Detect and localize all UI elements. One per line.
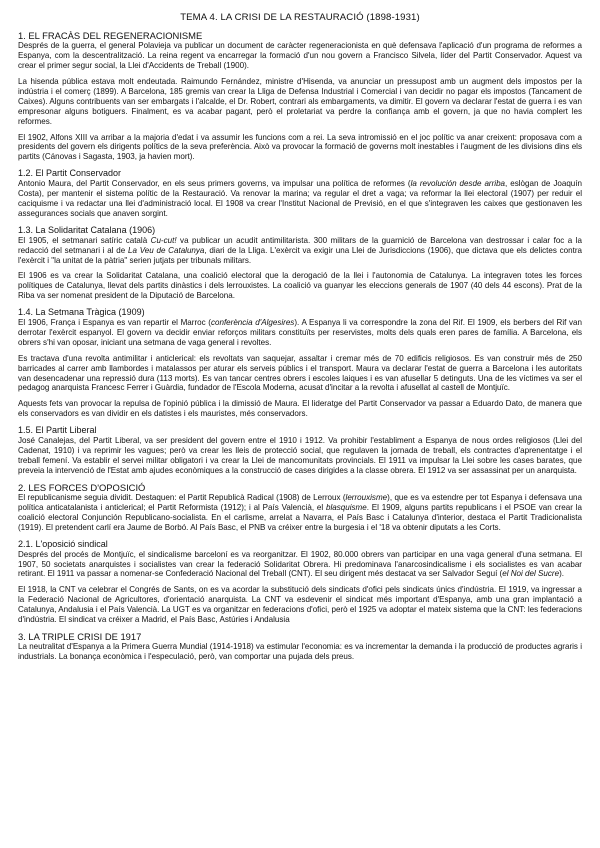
section-heading: 1. EL FRACÀS DEL REGENERACIONISME xyxy=(18,30,203,41)
text-run: ). A Espanya li va correspondre la zona del Rif. El 1909, els berbers del Rif van derrotar l'exèrcit espanyol. El govern va decidir enviar reforços militars constituïts per reservistes, molts dels quals eren pares de família. A Barcelona, els obrers s'hi van oposar, iniciant una setmana de vaga general i revoltes. xyxy=(18,318,582,347)
section-1-2 xyxy=(18,168,582,219)
section-1-5 xyxy=(18,425,582,476)
paragraph xyxy=(18,318,582,348)
section-heading: 1.3. La Solidaritat Catalana (1906) xyxy=(18,224,156,235)
paragraph: Es tractava d'una revolta antimilitar i anticlerical: els revoltats van saquejar, assaltar i cremar més de 70 edificis religiosos. Es van construir més de 250 barricades al carrer amb llambordes i matalassos per aturar els serveis públics i el transport. Maura va declarar l'estat de guerra a Barcelona i les autoritats van desencadenar una repressió dura (113 morts). Es van tancar centres obrers i escoles laiques i es van afusellar 5 detinguts. Una de les víctimes va ser el pedagog anarquista Francesc Ferrer i Guàrdia, fundador de l'Escola Moderna, acusat d'incitar a la revolta i afusellat al castell de Montjuïc. xyxy=(18,353,582,393)
paragraph: El 1918, la CNT va celebrar el Congrés de Sants, on es va acordar la substitució dels sindicats d'ofici pels sindicats únics d'indústria. El 1919, va ingressar a la Federació Nacional de Agricultores, d'orientació anarquista. La CNT va esdevenir el sindicat més important d'Espanya, amb una gran implantació a Catalunya, Andalusia i el País Valencià. La UGT es va organitzar en federacions d'ofici, però el 1925 va adoptar el mateix sistema que la CNT: les federacions d'indústria. El sindicat va créixer a Madrid, el País Basc, Astúries i Andalusia xyxy=(18,585,582,624)
italic-term: conferència d'Algesires xyxy=(210,318,295,328)
paragraph: La neutralitat d'Espanya a la Primera Guerra Mundial (1914-1918) va estimular l'economia: es va incrementar la demanda i la producció de productes agraris i industrials. La bonança econòmica i l'especulació, però, van comportar una pujada dels preus. xyxy=(18,642,582,662)
paragraph: Després de la guerra, el general Polavieja va publicar un document de caràcter regeneracionista en què defensava l'aplicació d'un programa de reformes a Espanya, com la descentralització. La reina regent va encarregar la formació d'un nou govern a Francisco Silvela, líder del Partit Conservador. Aquest va crear el primer segur social, la Llei d'Accidents de Treball (1900). xyxy=(18,41,582,71)
document-title: TEMA 4. LA CRISI DE LA RESTAURACIÓ (1898-1931) xyxy=(180,12,420,23)
italic-term: Cu-cut! xyxy=(150,235,177,245)
section-1-3 xyxy=(18,225,582,301)
paragraph: La hisenda pública estava molt endeutada. Raimundo Fernández, ministre d'Hisenda, va anunciar un pressupost amb un augment dels impostos per la indústria i el comerç (1899). A Barcelona, 185 gremis van crear la Lliga de Defensa Industrial i Comercial i van decidir no pagar els impostos (Tancament de Caixes). Alguns contribuents van ser embargats i l'alcalde, el Dr. Robert, contrari als embargaments, va dimitir. El govern va declarar l'estat de guerra i es van empresonar alguns botiguers. Finalment, es va acabar pagant, però el proletariat va perdre la confiança amb el govern, ja que no havia complert les reformes. xyxy=(18,77,582,126)
text-run: El 1905, el setmanari satíric català xyxy=(18,235,151,245)
italic-term: la revolución desde arriba xyxy=(410,179,506,189)
section-heading: 2.1. L'oposició sindical xyxy=(18,538,108,549)
italic-term: lerrouxisme xyxy=(345,493,388,503)
text-run: El 1906, França i Espanya es van repartir el Marroc ( xyxy=(18,318,211,328)
section-2 xyxy=(18,482,582,533)
paragraph xyxy=(18,493,582,533)
paragraph: Aquests fets van provocar la repulsa de l'opinió pública i la dimissió de Maura. El lideratge del Partit Conservador va passar a Eduardo Dato, de manera que els conservadors es van dividir en els datistes i els mauristes, més conservadors. xyxy=(18,399,582,419)
section-heading: 1.2. El Partit Conservador xyxy=(18,168,122,179)
section-heading: 1.4. La Setmana Tràgica (1909) xyxy=(18,307,145,318)
text-run: El republicanisme seguia dividit. Destaquen: el Partit Republicà Radical (1908) de Lerroux ( xyxy=(18,493,346,503)
paragraph xyxy=(18,550,582,580)
text-run: . El 1909, alguns partits republicans i el PSOE van crear la coalició electoral Conjunción Republicano-socialista. En el carlisme, arrelat a Navarra, el País Basc i Catalunya d'interior, destaca el Partit Tradicionalista (1919). El pretendent carlí era Jaume de Borbó. Al País Basc, el PNB va créixer entre la burgesia i el '18 va obtenir diputats a les Corts. xyxy=(18,502,582,532)
section-heading: 1.5. El Partit Liberal xyxy=(18,425,97,436)
section-1 xyxy=(18,30,582,162)
italic-term: blasquisme xyxy=(325,502,367,512)
text-run: va publicar un acudit antimilitarista. 300 militars de la guarnició de Barcelona van destrossar i calar foc a la redacció del setmanari i al de xyxy=(18,235,582,255)
italic-term: La Veu de Catalunya xyxy=(128,245,205,255)
section-heading: 2. LES FORCES D'OPOSICIÓ xyxy=(18,481,146,493)
text-run: ). xyxy=(559,569,564,579)
paragraph xyxy=(18,236,582,266)
italic-term: el Noi del Sucre xyxy=(502,569,560,579)
section-1-4 xyxy=(18,307,582,419)
text-run: , diari de la Lliga. L'exèrcit va exigir una Llei de Jurisdiccions (1906), que dictava que els delictes contra l'exèrcit i "la unitat de la pàtria" serien jutjats per tribunals militars. xyxy=(18,245,582,265)
text-run: Després del procés de Montjuïc, el sindicalisme barceloní es va reorganitzar. El 1902, 80.000 obrers van participar en una vaga general d'una setmana. El 1907, 50 societats anarquistes i socialistes van crear la federació Solidaritat Obrera. Hi predominava l'anarcosindicalisme i els socialistes es van acabar retirant. El 1911 va passar a nomenar-se Confederació Nacional del Treball (CNT). El seu dirigent més destacat va ser Salvador Seguí ( xyxy=(18,549,582,579)
paragraph xyxy=(18,179,582,219)
section-heading: 3. LA TRIPLE CRISI DE 1917 xyxy=(18,630,142,642)
paragraph: José Canalejas, del Partit Liberal, va ser president del govern entre el 1910 i 1912. Va prohibir l'establiment a Espanya de nous ordes religiosos (Llei del Cadenat, 1910) i va reprimir les vagues; però va crear les lleis de protecció social, que regulaven la jornada de treball, els contractes d'aprenentatge i el treball femení. Va establir el servei militar obligatori i va crear la Llei de mancomunitats provincials. El 1911 va impulsar la Llei sobre les cases barates, que preveia la intervenció de l'Estat amb ajudes econòmiques a la construcció de cases dirigides a la classe obrera. El 1912 va ser assassinat per un anarquista. xyxy=(18,436,582,475)
section-2-1 xyxy=(18,539,582,625)
text-run: Antonio Maura, del Partit Conservador, en els seus primers governs, va impulsar una política de reformes ( xyxy=(18,179,411,189)
paragraph: El 1902, Alfons XIII va arribar a la majoria d'edat i va assumir les funcions com a rei. La seva intromissió en el joc polític va anar creixent: proposava com a presidents del govern els dirigents polítics de la seva preferència. Això va provocar la formació de governs molt inestables i l'augment de les divisions dins els partits (Cánovas i Sagasta, 1903, ja havien mort). xyxy=(18,132,582,162)
text-run: , eslògan de Joaquín Costa), per mantenir el sistema polític de la Restauració. Va renovar la marina; va regular el dret a vaga; va reformar la llei electoral (1907) per reduir el caciquisme i va redactar una llei d'administració local. El 1908 va crear l'Institut Nacional de Previsió, en el que s'integraven les caixes que gestionaven les assegurances socials que anaven sorgint. xyxy=(18,179,582,218)
text-run: ), que es va estendre per tot Espanya i defensava una política anticatalanista i anticlerical; el Partit Reformista (1912); i al País Valencià, el xyxy=(18,493,582,512)
paragraph: El 1906 es va crear la Solidaritat Catalana, una coalició electoral que la derogació de la llei i l'autonomia de Catalunya. La integraven totes les forces polítiques de Catalunya, llevat dels partits dinàstics i dels lerrouxistes. La coalició va guanyar les eleccions generals de 1907 (40 dels 44 escons). Prat de la Riba va ser nomenat president de la Diputació de Barcelona. xyxy=(18,271,582,301)
section-3 xyxy=(18,631,582,662)
